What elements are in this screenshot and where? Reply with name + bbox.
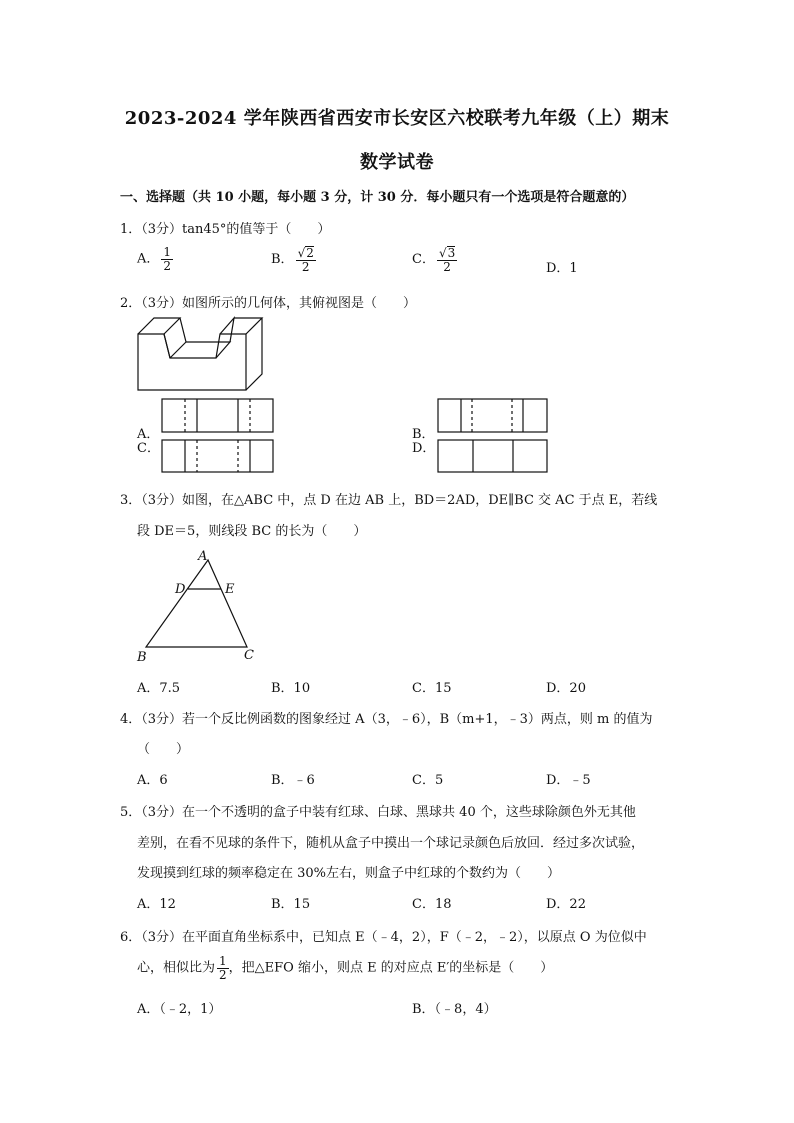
- q1-option-c: C． $\frac{√3}{2}$: [412, 246, 456, 274]
- q3-option-c: C．15: [412, 681, 452, 696]
- q1-option-b: B． $\frac{√2}{2}$: [271, 246, 314, 274]
- q4-stem-line1: 4．（3分）若一个反比例函数的图象经过 A（3，﹣6），B（m+1，﹣3）两点，则 m 的值为: [120, 712, 653, 727]
- q5-stem-line1: 5．（3分）在一个不透明的盒子中装有红球、白球、黑球共 40 个，这些球除颜色外无其他: [120, 805, 636, 820]
- q4-option-a: A．6: [137, 773, 168, 788]
- q5-stem-line3: 发现摸到红球的频率稳定在 30%左右，则盒子中红球的个数约为（ ）: [137, 866, 561, 881]
- q4-option-d: D．﹣5: [546, 773, 591, 788]
- q1-option-d: D．1: [546, 261, 578, 276]
- q2-option-b-view: [437, 398, 549, 434]
- q6-stem-line1: 6．（3分）在平面直角坐标系中，已知点 E（﹣4，2），F（﹣2，﹣2），以原点 O 为位似中: [120, 930, 647, 945]
- q1-option-a: A． $\frac{1}{2}$: [137, 245, 172, 273]
- q2-option-b-label: B．: [412, 427, 435, 442]
- q2-option-c-view: [161, 439, 275, 474]
- q5-option-a: A．12: [137, 897, 176, 912]
- q3-stem-line2: 段 DE＝5，则线段 BC 的长为（ ）: [137, 524, 367, 539]
- q3-triangle-figure: [134, 546, 264, 666]
- q5-option-c: C．18: [412, 897, 452, 912]
- q3-option-d: D．20: [546, 681, 586, 696]
- q5-stem-line2: 差别，在看不见球的条件下，随机从盒子中摸出一个球记录颜色后放回．经过多次试验，: [137, 836, 645, 851]
- q3-option-a: A．7.5: [137, 681, 181, 696]
- section-heading: 一、选择题（共 10 小题，每小题 3 分，计 30 分．每小题只有一个选项是符合题意的）: [120, 190, 635, 205]
- q3-label-c: C: [244, 648, 254, 663]
- q4-option-c: C．5: [412, 773, 444, 788]
- q6-option-b: B．（﹣8，4）: [412, 1002, 497, 1017]
- q3-label-b: B: [137, 650, 147, 665]
- q3-label-e: E: [225, 582, 235, 597]
- q3-label-d: D: [175, 582, 186, 597]
- q2-option-d-label: D．: [412, 441, 436, 456]
- q4-option-b: B．﹣6: [271, 773, 315, 788]
- q4-stem-line2: （ ）: [137, 742, 190, 757]
- q2-solid-figure: [134, 314, 274, 394]
- q3-label-a: A: [198, 549, 208, 564]
- q3-option-b: B．10: [271, 681, 311, 696]
- q2-option-c-label: C．: [137, 441, 160, 456]
- q6-stem-line2: 心，相似比为 $\frac{1}{2}$ ，把△EFO 缩小，则点 E 的对应点 E′的坐标是（ ）: [137, 954, 554, 982]
- q2-option-a-label: A．: [137, 427, 160, 442]
- q2-stem: 2．（3分）如图所示的几何体，其俯视图是（ ）: [120, 296, 417, 311]
- q6-option-a: A．（﹣2，1）: [137, 1002, 222, 1017]
- q5-option-b: B．15: [271, 897, 311, 912]
- q5-option-d: D．22: [546, 897, 586, 912]
- exam-title-line1: 2023-2024 学年陕西省西安市长安区六校联考九年级（上）期末: [124, 108, 670, 129]
- q2-option-d-view: [437, 439, 549, 474]
- q2-option-a-view: [161, 398, 275, 434]
- q3-stem-line1: 3．（3分）如图，在△ABC 中，点 D 在边 AB 上，BD＝2AD，DE∥BC 交 AC 于点 E，若线: [120, 493, 658, 508]
- q1-stem: 1．（3分）tan45°的值等于（ ）: [120, 222, 331, 237]
- exam-title-line2: 数学试卷: [360, 152, 434, 173]
